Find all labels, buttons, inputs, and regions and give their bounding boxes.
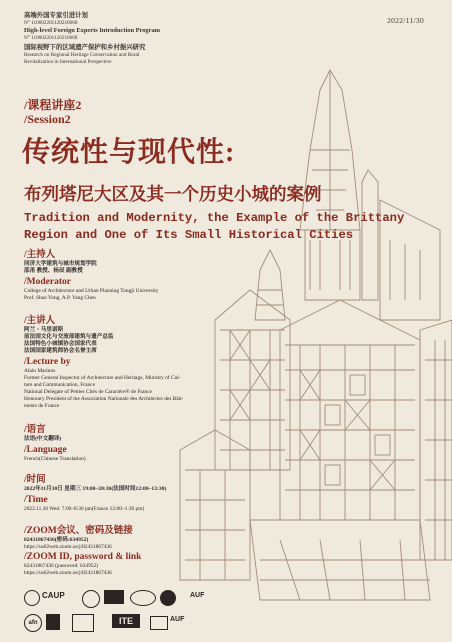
program-number: N° 110002201120210668 (24, 34, 78, 41)
university-seal-icon (24, 590, 40, 606)
association-logo-icon (160, 590, 176, 606)
auf-logo: AUF (170, 616, 185, 623)
program-header (24, 12, 324, 65)
speaker-section (24, 316, 264, 409)
speaker-line-zh: 法国国家建筑师协会名誉主席 (24, 348, 97, 354)
emblem-icon (82, 590, 100, 608)
zoom-section (24, 526, 284, 577)
unesco-temple-icon (104, 590, 124, 604)
moderator-label-en: /Moderator (24, 277, 71, 287)
speaker-label-zh: /主讲人 (24, 316, 56, 326)
moderator-names-zh: 邵甬 教授、杨辰 副教授 (24, 268, 83, 274)
session-en: /Session2 (24, 112, 71, 126)
speaker-line-zh: 前法国文化与交流部建筑与遗产总监 (24, 334, 114, 340)
speaker-line-en: Alain Marinos (24, 368, 56, 374)
speaker-line-en: Honorary President of the Association Nationale des Architectes des Bâti- (24, 395, 184, 402)
zoom-id-en: 82431867436 (password: 634952) (24, 562, 98, 569)
moderator-section (24, 250, 324, 302)
school-logo-icon (72, 614, 94, 632)
speaker-label-en: /Lecture by (24, 357, 71, 367)
afn-logo: afn (24, 614, 42, 632)
language-section (24, 425, 324, 463)
partner-logo-icon (150, 616, 168, 630)
time-section (24, 475, 284, 513)
moderator-org-en: College of Architecture and Urban Planning Tongji University (24, 288, 159, 294)
title-en-line: Region and One of Its Small Historical Cities (24, 228, 354, 242)
research-title-zh: 国际视野下的区域遗产保护和乡村振兴研究 (24, 44, 146, 52)
language-value-zh: 法语(中文翻译) (24, 436, 62, 442)
speaker-line-en: Former General Inspector of Architecture and Heritage, Ministry of Cul- (24, 374, 181, 381)
speaker-line-en: ture and Communication, France (24, 381, 95, 388)
partner-logos (20, 586, 440, 642)
time-label-en: /Time (24, 495, 48, 505)
heritage-logo-icon (130, 590, 156, 606)
moderator-label-zh: /主持人 (24, 250, 56, 260)
time-label-zh: /时间 (24, 475, 46, 485)
speaker-line-zh: 法国特色小城镇协会国家代表 (24, 341, 97, 347)
event-date: 2022/11/30 (387, 16, 424, 25)
research-title-en: Revitalization in International Perspective (24, 58, 112, 65)
time-value-zh: 2022年11月30日 星期三 19:00–20:30(法国时间12:00–13:30) (24, 486, 167, 492)
lecture-subtitle-zh: 布列塔尼大区及其一个历史小城的案例 (24, 184, 322, 204)
ite-logo: ITE (112, 614, 140, 628)
zoom-label-zh: /ZOOM会议、密码及链接 (24, 526, 133, 536)
lecture-title-en (24, 210, 444, 244)
speaker-line-en: ments de France (24, 402, 60, 409)
session-label (24, 98, 81, 126)
program-title-zh: 高端外国专家引进计划 (24, 12, 88, 19)
language-label-zh: /语言 (24, 425, 46, 435)
session-zh: /课程讲座2 (24, 98, 82, 112)
language-value-en: French(Chinese Translation) (24, 456, 86, 462)
moderator-org-zh: 同济大学建筑与城市规划学院 (24, 261, 97, 267)
program-title-en: High-level Foreign Experts Introduction Program (24, 26, 160, 34)
ministry-logo-icon (46, 614, 60, 630)
title-en-line: Tradition and Modernity, the Example of the Brittany (24, 211, 405, 225)
language-label-en: /Language (24, 445, 67, 455)
lecture-title-zh: 传统性与现代性: (22, 137, 236, 168)
program-number: N° 110002201120210668 (24, 20, 78, 26)
time-value-en: 2022.11.30 Wed. 7:00–8:30 pm(France 12:00–1:30 pm) (24, 506, 145, 512)
moderator-names-en: Prof. Shao Yong, A.P. Yang Chen (24, 294, 96, 301)
zoom-link[interactable]: https://us02web.zoom.us/j/82431867436 (24, 544, 112, 550)
zoom-id-zh: 82431867436(密码:634952) (24, 537, 89, 543)
zoom-link[interactable]: https://us02web.zoom.us/j/82431867436 (24, 569, 112, 576)
zoom-label-en: /ZOOM ID, password & link (24, 551, 142, 562)
caup-logo: CAUP (42, 591, 65, 600)
speaker-line-zh: 阿兰・马里诺斯 (24, 327, 64, 333)
research-title-en: Research on Regional Heritage Conservation and Rural (24, 52, 140, 59)
speaker-line-en: National Delegate of Petites Cités de Caractère® de France (24, 388, 153, 395)
auf-logo: AUF (190, 592, 205, 599)
